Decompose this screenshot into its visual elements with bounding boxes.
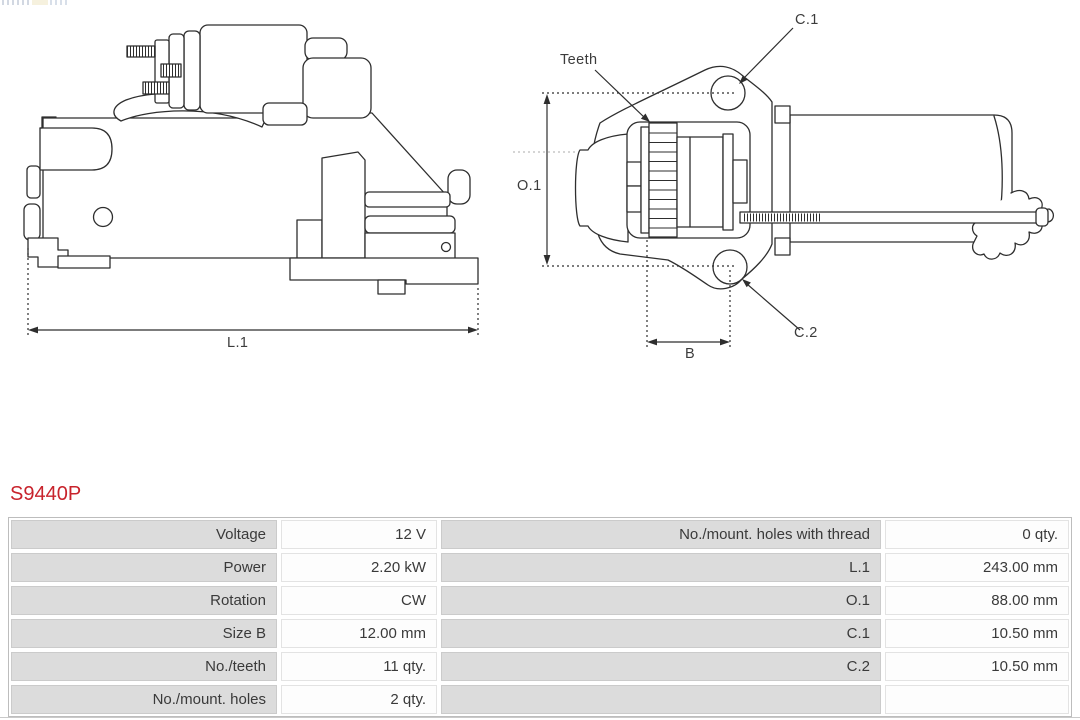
spec-value-cell: 12 V [281, 520, 437, 549]
clutch-plate [723, 134, 733, 230]
bracket-column [297, 220, 322, 258]
spec-label-cell: L.1 [441, 553, 881, 582]
clutch-nub [733, 160, 747, 203]
spec-value-cell: 12.00 mm [281, 619, 437, 648]
spec-label-cell: O.1 [441, 586, 881, 615]
front-view-drawing [500, 0, 1080, 370]
arrowhead [720, 339, 730, 346]
arrowhead [647, 339, 657, 346]
spec-value-cell: CW [281, 586, 437, 615]
gear-support [627, 162, 641, 186]
spec-value-cell: 2 qty. [281, 685, 437, 714]
housing-hole [94, 208, 113, 227]
spec-label-cell: C.2 [441, 652, 881, 681]
nose-bump [24, 204, 40, 240]
tie-rod-nut [1036, 208, 1048, 226]
spec-value-cell: 11 qty. [281, 652, 437, 681]
arrowhead [28, 327, 38, 334]
upper-lug [305, 38, 347, 60]
arrowhead [544, 255, 551, 265]
spec-value-cell: 2.20 kW [281, 553, 437, 582]
gear-support [627, 186, 641, 212]
bracket-bar [365, 216, 455, 233]
bracket-column [322, 152, 365, 258]
spec-value-cell: 10.50 mm [885, 619, 1069, 648]
part-number: S9440P [10, 483, 82, 505]
dim-label-b: B [685, 346, 696, 362]
nose-cup [576, 134, 629, 242]
bottom-divider [0, 717, 1080, 718]
bracket-boss [448, 170, 470, 204]
upper-block [303, 58, 371, 118]
spec-label-cell: Voltage [11, 520, 277, 549]
spec-label-cell: No./mount. holes [11, 685, 277, 714]
spec-label-cell: Rotation [11, 586, 277, 615]
tie-rod-thread [742, 214, 822, 222]
nose-bump [27, 166, 40, 198]
spec-table [8, 517, 1072, 717]
terminal-stud [127, 46, 155, 57]
spec-value-cell: 10.50 mm [885, 652, 1069, 681]
solenoid-cap [184, 31, 200, 110]
spec-label-cell: Power [11, 553, 277, 582]
left-foot-base [58, 256, 110, 268]
spec-value-cell: 88.00 mm [885, 586, 1069, 615]
dim-label-teeth: Teeth [560, 52, 598, 68]
solenoid-tab [263, 103, 307, 125]
mounting-hole-c2 [713, 250, 747, 284]
spec-label-cell: Size B [11, 619, 277, 648]
arrowhead [544, 94, 551, 104]
nose-boss [40, 128, 112, 170]
bracket-hole [442, 243, 451, 252]
gear-band [641, 127, 649, 233]
bracket-bar [365, 192, 450, 207]
side-view-drawing [0, 0, 500, 360]
flange-tab [378, 280, 405, 294]
dim-label-c2: C.2 [794, 325, 818, 341]
spec-label-cell [441, 685, 881, 714]
dim-label-c1: C.1 [795, 12, 819, 28]
spec-value-cell [885, 685, 1069, 714]
dim-label-o1: O.1 [517, 178, 542, 194]
spec-value-cell: 243.00 mm [885, 553, 1069, 582]
spec-label-cell: No./teeth [11, 652, 277, 681]
clutch-body [677, 137, 723, 227]
spec-label-cell: No./mount. holes with thread [441, 520, 881, 549]
spec-label-cell: C.1 [441, 619, 881, 648]
flange-motor-tab [775, 106, 790, 123]
solenoid-body [200, 25, 307, 113]
dim-label-l1: L.1 [227, 335, 249, 351]
spec-value-cell: 0 qty. [885, 520, 1069, 549]
flange-motor-tab [775, 238, 790, 255]
arrowhead [468, 327, 478, 334]
terminal-stud [143, 82, 169, 94]
terminal-stud [161, 64, 181, 77]
